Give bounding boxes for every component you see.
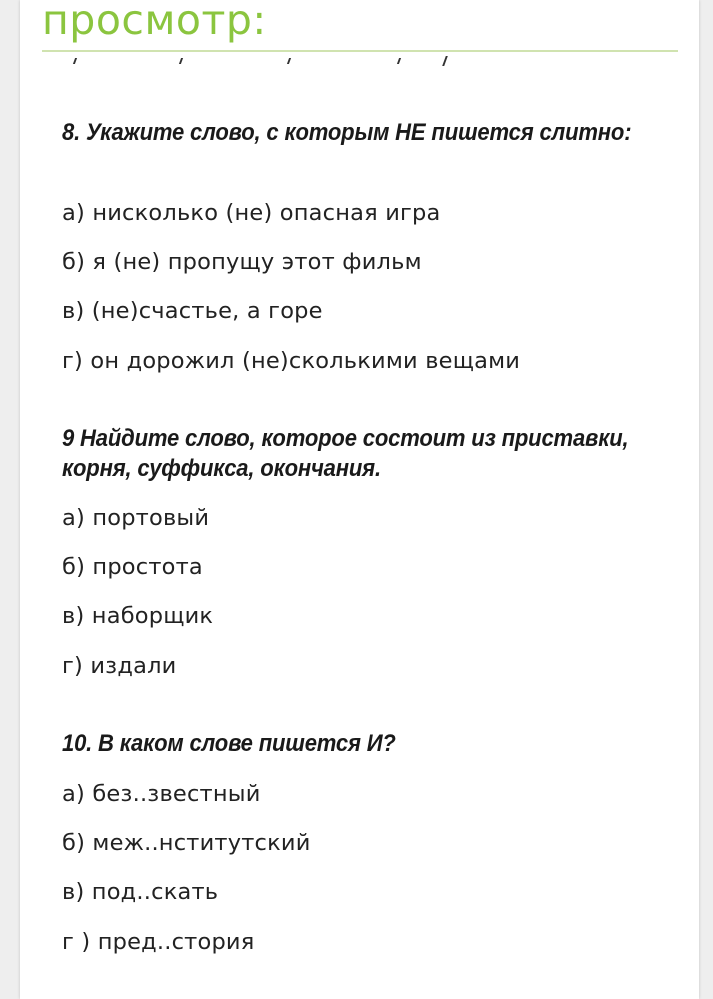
question-8-option-b: б) я (не) пропущу этот фильм: [62, 249, 422, 275]
question-9-option-b: б) простота: [62, 554, 203, 580]
question-10-option-c: в) под..скать: [62, 879, 219, 905]
question-10-option-b: б) меж..нститутский: [62, 830, 311, 856]
question-8-option-d: г) он дорожил (не)сколькими вещами: [62, 348, 521, 374]
question-9-option-d: г) издали: [62, 653, 177, 679]
question-9-option-a: а) портовый: [62, 505, 210, 531]
question-10-option-a: а) без..звестный: [62, 781, 261, 807]
question-8-option-c: в) (не)счастье, а горе: [62, 298, 323, 324]
question-8: 8. Укажите слово, с которым НЕ пишется слитно:: [62, 119, 632, 146]
content-card: [20, 0, 699, 999]
question-8-option-a: а) нисколько (не) опасная игра: [62, 200, 441, 226]
question-9: 9 Найдите слово, которое состоит из приставки, корня, суффикса, окончания.: [62, 425, 629, 482]
title-divider: [42, 50, 678, 52]
question-9-option-c: в) наборщик: [62, 603, 214, 629]
question-10: 10. В каком слове пишется И?: [62, 730, 396, 757]
question-10-option-d: г ) пред..стория: [62, 929, 255, 955]
page-title: просмотр:: [42, 0, 267, 44]
clipped-text-line: [62, 56, 582, 68]
